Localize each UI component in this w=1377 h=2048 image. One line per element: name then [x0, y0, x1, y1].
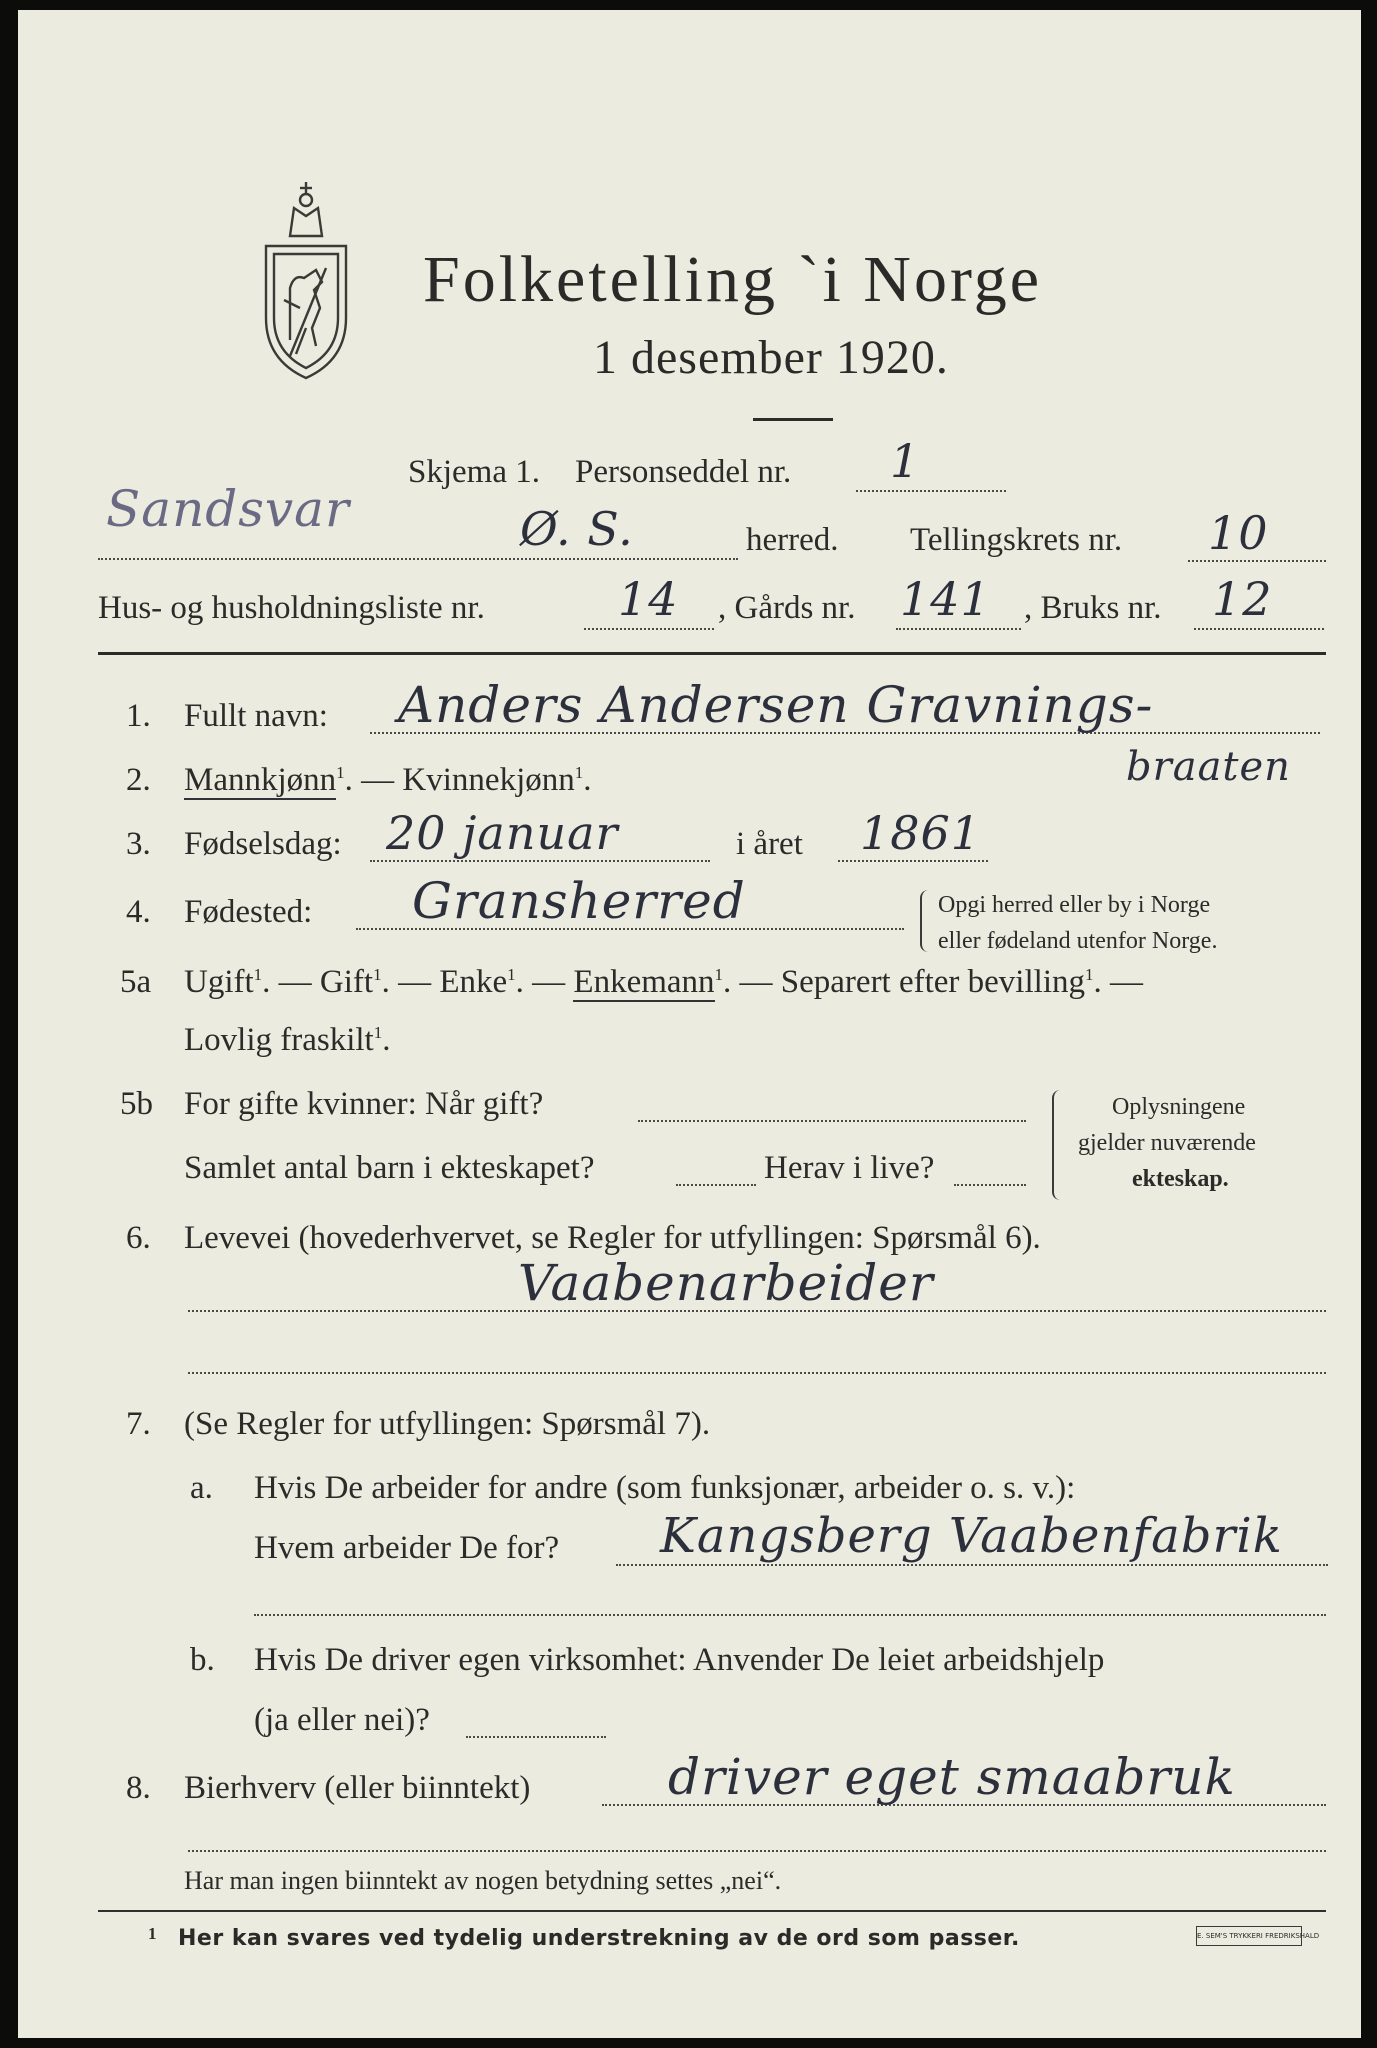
q3-year-label: i året [736, 826, 803, 862]
footnote-ref: 1 [507, 965, 516, 984]
husholdning-number[interactable]: 14 [618, 572, 679, 626]
q5a-number: 5a [120, 964, 152, 1000]
q3-birthday[interactable]: 20 januar [386, 806, 619, 860]
herred-label: herred. [746, 522, 839, 558]
footer-separator [98, 1910, 1326, 1912]
form-date: 1 desember 1920. [593, 331, 949, 384]
q6-line2 [188, 1372, 1326, 1374]
tellingskrets-label: Tellingskrets nr. [910, 522, 1123, 558]
husholdning-label: Hus- og husholdningsliste nr. [98, 590, 485, 626]
q3-year-line [838, 860, 988, 862]
tellingskrets-line [1188, 560, 1326, 562]
q1-full-name-continued[interactable]: braaten [1126, 744, 1291, 790]
printer-stamp: E. SEM'S TRYKKERI FREDRIKSHALD [1196, 1926, 1302, 1946]
footnote-ref: 1 [574, 763, 584, 782]
q4-number: 4. [126, 894, 151, 930]
census-form-sheet [18, 10, 1361, 2038]
q5a-end: . — [1093, 964, 1143, 1000]
herred-value[interactable]: Ø. S. [520, 502, 634, 556]
footnote-ref: 1 [373, 965, 382, 984]
footer-note: Har man ingen biinntekt av nogen betydning settes „nei“. [184, 1866, 782, 1895]
form-title: Folketelling `i Norge [423, 243, 1043, 316]
q7-number: 7. [126, 1406, 151, 1442]
q2-female-option[interactable]: Kvinnekjønn [402, 762, 575, 798]
q1-number: 1. [126, 698, 151, 734]
q8-number: 8. [126, 1770, 151, 1806]
q2-male-option[interactable]: Mannkjønn [184, 762, 337, 798]
title-divider [753, 418, 833, 421]
q1-full-name[interactable]: Anders Andersen Gravnings- [398, 676, 1154, 734]
q7b-line2: (ja eller nei)? [254, 1702, 430, 1738]
q6-label: Levevei (hovederhvervet, se Regler for utfyllingen: Spørsmål 6). [184, 1220, 1041, 1256]
skjema-label: Skjema 1. [408, 454, 540, 490]
footnote-mark: 1 [148, 1924, 157, 1943]
q3-line [370, 860, 710, 862]
q8-line-extra [188, 1850, 1326, 1852]
q5a-enkemann-option[interactable]: Enkemann [573, 964, 715, 1000]
q4-note-line2: eller fødeland utenfor Norge. [938, 928, 1218, 954]
q4-brace [920, 890, 930, 952]
footnote-ref: 1 [714, 965, 724, 984]
personseddel-label: Personseddel nr. [575, 454, 792, 490]
gards-label: , Gårds nr. [718, 590, 856, 626]
q5b-brace [1052, 1090, 1064, 1200]
q2-end: . [583, 762, 592, 798]
footnote-ref: 1 [253, 965, 263, 984]
footnote-ref: 1 [336, 763, 345, 782]
q3-number: 3. [126, 826, 151, 862]
q7a-line1: Hvis De arbeider for andre (som funksjonær, arbeider o. s. v.): [254, 1470, 1076, 1506]
q4-label: Fødested: [184, 894, 313, 930]
bruks-line [1194, 628, 1324, 630]
q1-label: Fullt navn: [184, 698, 328, 734]
q5a-line2 [184, 1022, 390, 1059]
q5a-enke-option[interactable]: . — Enke [381, 964, 508, 1000]
q7b-letter: b. [190, 1642, 215, 1678]
q8-side-income[interactable]: driver eget smaabruk [668, 1748, 1236, 1806]
q8-label: Bierhverv (eller biinntekt) [184, 1770, 531, 1806]
q5b-number: 5b [120, 1086, 153, 1122]
q2-separator: . — [344, 762, 403, 798]
q7a-letter: a. [190, 1470, 213, 1506]
q7a-line [616, 1564, 1328, 1566]
tellingskrets-number[interactable]: 10 [1208, 506, 1269, 560]
q5b-label: For gifte kvinner: Når gift? [184, 1086, 544, 1122]
footnote-ref: 1 [373, 1023, 383, 1042]
q5a-options [184, 964, 1143, 1001]
q7a-line2: Hvem arbeider De for? [254, 1530, 560, 1566]
q4-birthplace[interactable]: Gransherred [412, 872, 746, 930]
q7a-employer[interactable]: Kangsberg Vaabenfabrik [660, 1508, 1283, 1564]
q5a-fraskilt-option[interactable]: Lovlig fraskilt [184, 1022, 374, 1058]
q5b-note-line2: gjelder nuværende [1078, 1130, 1256, 1156]
place-handwritten[interactable]: Sandsvar [106, 480, 350, 538]
footnote-text: Her kan svares ved tydelig understrekning av de ord som passer. [178, 1926, 1020, 1951]
q7b-line1: Hvis De driver egen virksomhet: Anvender De leiet arbeidshjelp [254, 1642, 1105, 1678]
herred-line [98, 558, 738, 560]
q2-options [184, 762, 592, 799]
header-separator [98, 652, 1326, 655]
q5b-note-line3: ekteskap. [1132, 1166, 1229, 1192]
gards-line [896, 628, 1021, 630]
bruks-label: , Bruks nr. [1024, 590, 1162, 626]
q2-number: 2. [126, 762, 151, 798]
q5b-alive-label: Herav i live? [764, 1150, 935, 1186]
q5b-note-line1: Oplysningene [1112, 1094, 1246, 1120]
q5a-separert-option[interactable]: . — Separert efter bevilling [723, 964, 1085, 1000]
q5b-children-label: Samlet antal barn i ekteskapet? [184, 1150, 595, 1186]
q5b-children-line [676, 1184, 756, 1186]
personseddel-line [856, 490, 1006, 492]
q5a-gift-option[interactable]: . — Gift [262, 964, 374, 1000]
q7b-line [466, 1736, 606, 1738]
q7-label: (Se Regler for utfyllingen: Spørsmål 7). [184, 1406, 711, 1442]
q5b-married-line [638, 1120, 1026, 1122]
q3-label: Fødselsdag: [184, 826, 342, 862]
q6-occupation[interactable]: Vaabenarbeider [518, 1254, 934, 1312]
bruks-number[interactable]: 12 [1212, 572, 1273, 626]
q4-note-line1: Opgi herred eller by i Norge [938, 892, 1211, 918]
q6-number: 6. [126, 1220, 151, 1256]
q5a-sep: . — [515, 964, 574, 1000]
norway-coat-of-arms-icon [260, 178, 352, 384]
q7a-line-extra [254, 1614, 1326, 1616]
q5a-ugift-option[interactable]: Ugift [184, 964, 254, 1000]
q3-birth-year[interactable]: 1861 [860, 806, 982, 860]
husholdning-line [584, 628, 714, 630]
q5a-line2-end: . [382, 1022, 391, 1058]
footnote-ref: 1 [1084, 965, 1094, 984]
personseddel-number[interactable]: 1 [890, 434, 921, 488]
q5b-alive-line [954, 1184, 1026, 1186]
gards-number[interactable]: 141 [900, 572, 991, 626]
